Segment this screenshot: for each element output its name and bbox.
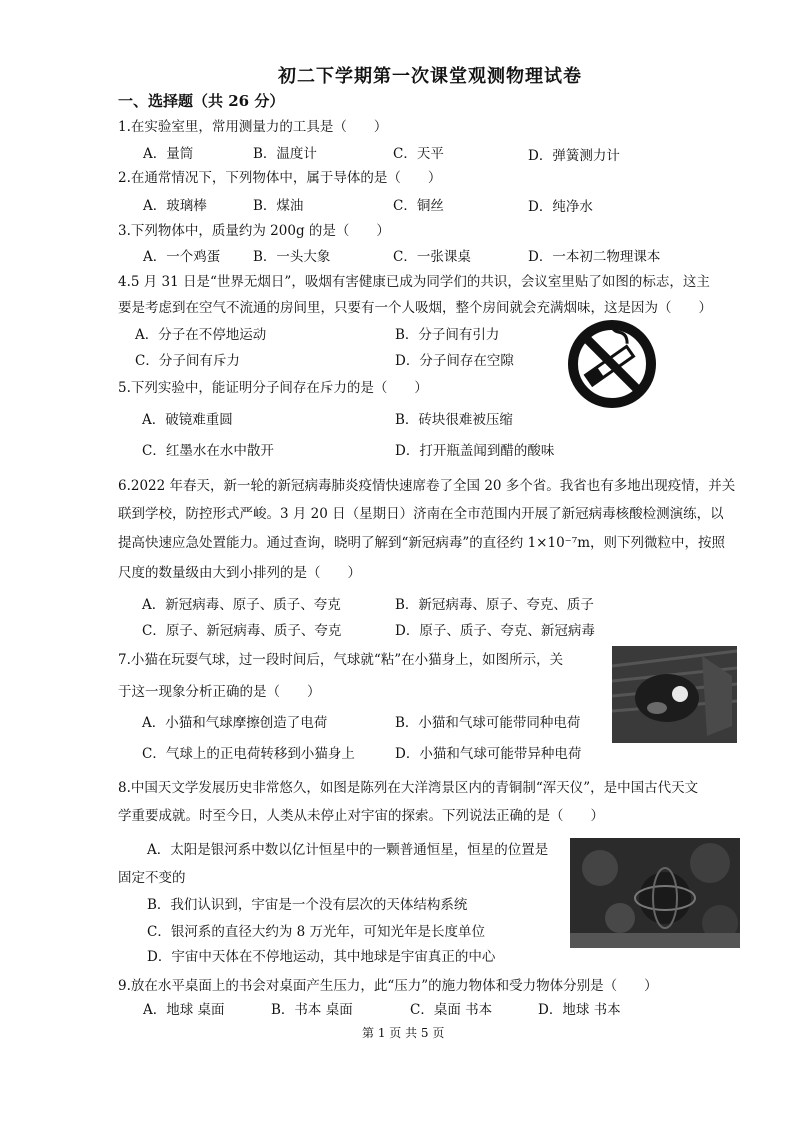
- q6-option-b: B．新冠病毒、原子、夸克、质子: [395, 597, 594, 613]
- section-heading: 一、选择题（共 26 分）: [118, 92, 285, 110]
- question-6-line-4: 尺度的数量级由大到小排列的是（ ）: [118, 565, 361, 581]
- q8-option-a-line-1: A．太阳是银河系中数以亿计恒星中的一颗普通恒星，恒星的位置是: [147, 842, 549, 858]
- q5-option-c: C．红墨水在水中散开: [142, 443, 274, 459]
- q3-option-b: B．一头大象: [253, 249, 331, 265]
- question-7-line-1: 7.小猫在玩耍气球，过一段时间后，气球就“粘”在小猫身上，如图所示，关: [118, 652, 564, 668]
- q2-option-c: C．铜丝: [393, 198, 444, 214]
- question-5: 5.下列实验中，能证明分子间存在斥力的是（ ）: [118, 380, 428, 396]
- q5-option-d: D．打开瓶盖闻到醋的酸味: [395, 443, 555, 459]
- q1-option-d: D．弹簧测力计: [528, 148, 620, 164]
- q3-option-d: D．一本初二物理课本: [528, 249, 661, 265]
- q8-option-d: D．宇宙中天体在不停地运动，其中地球是宇宙真正的中心: [147, 949, 496, 965]
- q1-option-a: A．量筒: [143, 146, 194, 162]
- cat-balloon-photo: [612, 646, 737, 743]
- q7-option-a: A．小猫和气球摩擦创造了电荷: [142, 715, 328, 731]
- q3-option-a: A．一个鸡蛋: [143, 249, 221, 265]
- question-4-line-1: 4.5 月 31 日是“世界无烟日”，吸烟有害健康已成为同学们的共识，会议室里贴了如图的标志，这主: [118, 274, 710, 290]
- q4-option-d: D．分子间存在空隙: [395, 353, 514, 369]
- armillary-sphere-photo: [570, 838, 740, 948]
- q1-option-b: B．温度计: [253, 146, 317, 162]
- question-6-line-1: 6.2022 年春天，新一轮的新冠病毒肺炎疫情快速席卷了全国 20 多个省。我省也有多地出现疫情，并关: [118, 478, 736, 494]
- q6-option-c: C．原子、新冠病毒、质子、夸克: [142, 623, 342, 639]
- q6-option-a: A．新冠病毒、原子、质子、夸克: [142, 597, 341, 613]
- q9-option-d: D．地球 书本: [538, 1002, 621, 1018]
- question-2: 2.在通常情况下，下列物体中，属于导体的是（ ）: [118, 170, 442, 186]
- question-3: 3.下列物体中，质量约为 200g 的是（ ）: [118, 223, 390, 239]
- q7-option-c: C．气球上的正电荷转移到小猫身上: [142, 746, 355, 762]
- question-9: 9.放在水平桌面上的书会对桌面产生压力，此“压力”的施力物体和受力物体分别是（ ）: [118, 978, 658, 994]
- no-smoking-sign-icon: [566, 318, 658, 410]
- q6-option-d: D．原子、质子、夸克、新冠病毒: [395, 623, 595, 639]
- question-6-line-3: 提高快速应急处置能力。通过查询，晓明了解到“新冠病毒”的直径约 1×10⁻⁷m，则下列微粒中，按照: [118, 535, 726, 551]
- q1-option-c: C．天平: [393, 146, 444, 162]
- q8-option-b: B．我们认识到，宇宙是一个没有层次的天体结构系统: [147, 897, 468, 913]
- q2-option-d: D．纯净水: [528, 199, 593, 215]
- q2-option-a: A．玻璃棒: [143, 198, 207, 214]
- q9-option-b: B．书本 桌面: [271, 1002, 353, 1018]
- q4-option-c: C．分子间有斥力: [135, 353, 240, 369]
- page-footer: 第 1 页 共 5 页: [362, 1026, 445, 1040]
- question-8-line-1: 8.中国天文学发展历史非常悠久，如图是陈列在大洋湾景区内的青铜制“浑天仪”，是中国古代天文: [118, 780, 699, 796]
- q7-option-d: D．小猫和气球可能带异种电荷: [395, 746, 582, 762]
- question-6-line-2: 联到学校，防控形式严峻。3 月 20 日（星期日）济南在全市范围内开展了新冠病毒核酸检测演练，以: [118, 506, 724, 522]
- q5-option-b: B．砖块很难被压缩: [395, 412, 513, 428]
- question-7-line-2: 于这一现象分析正确的是（ ）: [118, 684, 321, 700]
- q2-option-b: B．煤油: [253, 198, 304, 214]
- q4-option-b: B．分子间有引力: [395, 327, 500, 343]
- q7-option-b: B．小猫和气球可能带同种电荷: [395, 715, 581, 731]
- question-8-line-2: 学重要成就。时至今日，人类从未停止对宇宙的探索。下列说法正确的是（ ）: [118, 808, 604, 824]
- q8-option-a-line-2: 固定不变的: [118, 870, 186, 886]
- q4-option-a: A．分子在不停地运动: [135, 327, 267, 343]
- q9-option-c: C．桌面 书本: [410, 1002, 493, 1018]
- page-title: 初二下学期第一次课堂观测物理试卷: [278, 66, 582, 87]
- question-4-line-2: 要是考虑到在空气不流通的房间里，只要有一个人吸烟，整个房间就会充满烟味，这是因为（ ）: [118, 300, 712, 316]
- q5-option-a: A．破镜难重圆: [142, 412, 233, 428]
- q9-option-a: A．地球 桌面: [143, 1002, 225, 1018]
- q8-option-c: C．银河系的直径大约为 8 万光年，可知光年是长度单位: [147, 924, 486, 940]
- q3-option-c: C．一张课桌: [393, 249, 471, 265]
- question-1: 1.在实验室里，常用测量力的工具是（ ）: [118, 119, 388, 135]
